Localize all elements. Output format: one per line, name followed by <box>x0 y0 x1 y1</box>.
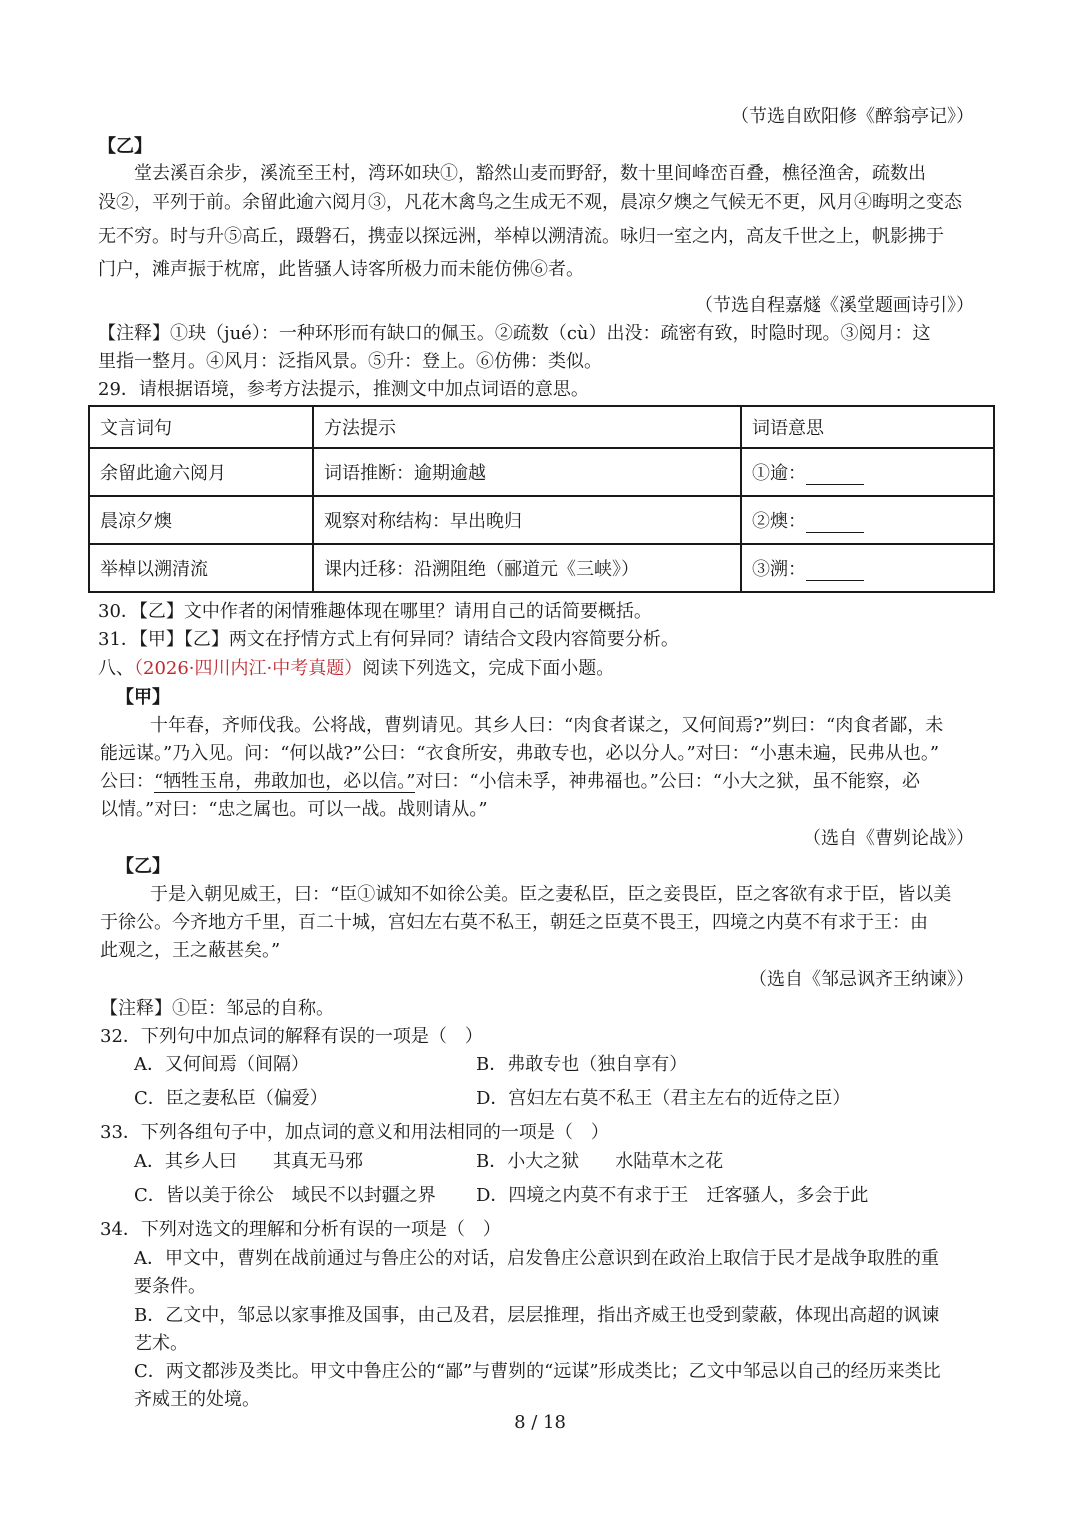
q32-option-c[interactable]: C．臣之妻私臣（偏爱） <box>134 1088 328 1109</box>
note2: 【注释】①臣：邹忌的自称。 <box>100 998 334 1019</box>
exam-source-tag: （2026·四川内江·中考真题） <box>134 658 363 679</box>
yi1-line-3: 无不穷。时与升⑤高丘，蹑磐石，携壶以探远洲，举棹以溯清流。咏归一室之内，高友千世之上，帆影拂于 <box>98 226 944 247</box>
q29-stem: 29．请根据语境，参考方法提示，推测文中加点词语的意思。 <box>98 379 589 400</box>
answer-blank[interactable] <box>806 516 864 533</box>
yi1-line-4: 门户，滩声振于枕席，此皆骚人诗客所极力而未能仿佛⑥者。 <box>98 259 584 280</box>
table-header-cell: 文言词句 <box>89 406 313 448</box>
note1-line-1: 【注释】①玦（jué）：一种环形而有缺口的佩玉。②疏数（cù）出没：疏密有致，时隐时现。③阅月：这 <box>98 323 931 344</box>
yi1-line-2: 没②，平列于前。余留此逾六阅月③，凡花木禽鸟之生成无不观，晨凉夕燠之气候无不更，风月④晦明之变态 <box>98 192 962 213</box>
source-xitang: （节选自程嘉燧《溪堂题画诗引》） <box>695 295 974 316</box>
q32-option-a[interactable]: A．又何间焉（间隔） <box>134 1054 309 1075</box>
table-cell: 余留此逾六阅月 <box>89 448 313 496</box>
q29-table <box>88 405 995 593</box>
yi1-line-1: 堂去溪百余步，溪流至王村，湾环如玦①，豁然山麦而野舒，数十里间峰峦百叠，樵径渔舍，疏数出 <box>134 163 926 184</box>
table-cell: 课内迁移：沿溯阻绝（郦道元《三峡》） <box>313 544 741 592</box>
jia-line-4: 以情。”对曰：“忠之属也。可以一战。战则请从。” <box>100 799 488 820</box>
table-row <box>89 544 994 592</box>
q34-option-b-line-1[interactable]: B．乙文中，邹忌以家事推及国事，由己及君，层层推理，指出齐威王也受到蒙蔽，体现出高超的讽谏 <box>134 1305 940 1326</box>
section8-heading <box>98 656 614 682</box>
table-header-cell: 方法提示 <box>313 406 741 448</box>
jia-line-3-a: 公曰： <box>100 771 154 792</box>
yi1-heading: 【乙】 <box>98 136 152 157</box>
q34-option-c-line-1[interactable]: C．两文都涉及类比。甲文中鲁庄公的“鄙”与曹刿的“远谋”形成类比；乙文中邹忌以自己的经历来类比 <box>134 1361 941 1382</box>
answer-blank[interactable] <box>806 564 864 581</box>
q34-option-b-line-2[interactable]: 艺术。 <box>134 1333 188 1354</box>
source-zuiweng: （节选自欧阳修《醉翁亭记》） <box>731 106 974 127</box>
q33-stem: 33．下列各组句子中，加点词的意义和用法相同的一项是（ ） <box>100 1122 609 1143</box>
yi2-line-3: 此观之，王之蔽甚矣。” <box>100 940 281 961</box>
q33-option-d[interactable]: D．四境之内莫不有求于王 迁客骚人，多会于此 <box>476 1185 869 1206</box>
answer-label: ①逾： <box>752 463 806 484</box>
q34-option-a-line-1[interactable]: A．甲文中，曹刿在战前通过与鲁庄公的对话，启发鲁庄公意识到在政治上取信于民才是战争取胜的重 <box>134 1248 939 1269</box>
jia-line-3-b: 对曰：“小信未孚，神弗福也。”公曰：“小大之狱，虽不能察，必 <box>415 771 921 792</box>
table-cell: 晨凉夕燠 <box>89 496 313 544</box>
jia-heading: 【甲】 <box>116 687 170 708</box>
q34-option-c-line-2[interactable]: 齐威王的处境。 <box>134 1389 260 1410</box>
table-header-row <box>89 406 994 448</box>
jia-line-1: 十年春，齐师伐我。公将战，曹刿请见。其乡人曰：“肉食者谋之，又何间焉?”刿曰：“肉食者鄙，未 <box>150 715 944 736</box>
underlined-sentence: “牺牲玉帛，弗敢加也，必以信。” <box>154 771 416 792</box>
q33-option-c[interactable]: C．皆以美于徐公 域民不以封疆之界 <box>134 1185 436 1206</box>
yi2-heading: 【乙】 <box>116 856 170 877</box>
source-zouji: （选自《邹忌讽齐王纳谏》） <box>749 969 974 990</box>
table-row <box>89 448 994 496</box>
q33-option-a[interactable]: A．其乡人曰 其真无马邪 <box>134 1151 363 1172</box>
page-number: 8 / 18 <box>514 1412 566 1433</box>
answer-blank[interactable] <box>806 468 864 485</box>
table-cell: 举棹以溯清流 <box>89 544 313 592</box>
q31-stem: 31．【甲】【乙】两文在抒情方式上有何异同？请结合文段内容简要分析。 <box>98 629 679 650</box>
section8-instruction: 阅读下列选文，完成下面小题。 <box>362 658 615 679</box>
yi2-line-1: 于是入朝见威王，曰：“臣①诚知不如徐公美。臣之妻私臣，臣之妾畏臣，臣之客欲有求于臣，皆以美 <box>150 884 952 905</box>
table-header-cell: 词语意思 <box>741 406 994 448</box>
jia-line-2: 能远谋。”乃入见。问：“何以战?”公曰：“衣食所安，弗敢专也，必以分人。”对曰：“小惠未遍，民弗从也。” <box>100 743 940 764</box>
q33-option-b[interactable]: B．小大之狱 水陆草木之花 <box>476 1151 724 1172</box>
q32-option-b[interactable]: B．弗敢专也（独自享有） <box>476 1054 688 1075</box>
q34-stem: 34．下列对选文的理解和分析有误的一项是（ ） <box>100 1219 501 1240</box>
jia-line-3 <box>100 769 920 795</box>
table-cell-answer <box>741 496 994 544</box>
table-cell-answer <box>741 544 994 592</box>
answer-label: ②燠： <box>752 511 806 532</box>
source-caogui: （选自《曹刿论战》） <box>803 828 974 849</box>
yi2-line-2: 于徐公。今齐地方千里，百二十城，宫妇左右莫不私王，朝廷之臣莫不畏王，四境之内莫不有求于王：由 <box>100 912 928 933</box>
q34-option-a-line-2[interactable]: 要条件。 <box>134 1276 206 1297</box>
q32-option-d[interactable]: D．宫妇左右莫不私王（君主左右的近侍之臣） <box>476 1088 851 1109</box>
note1-line-2: 里指一整月。④风月：泛指风景。⑤升：登上。⑥仿佛：类似。 <box>98 351 602 372</box>
table-row <box>89 496 994 544</box>
q30-stem: 30．【乙】文中作者的闲情雅趣体现在哪里？请用自己的话简要概括。 <box>98 601 652 622</box>
section8-prefix: 八、 <box>98 658 134 679</box>
table-cell: 词语推断：逾期逾越 <box>313 448 741 496</box>
table-cell-answer <box>741 448 994 496</box>
table-cell: 观察对称结构：早出晚归 <box>313 496 741 544</box>
q32-stem: 32．下列句中加点词的解释有误的一项是（ ） <box>100 1026 483 1047</box>
answer-label: ③溯： <box>752 559 806 580</box>
